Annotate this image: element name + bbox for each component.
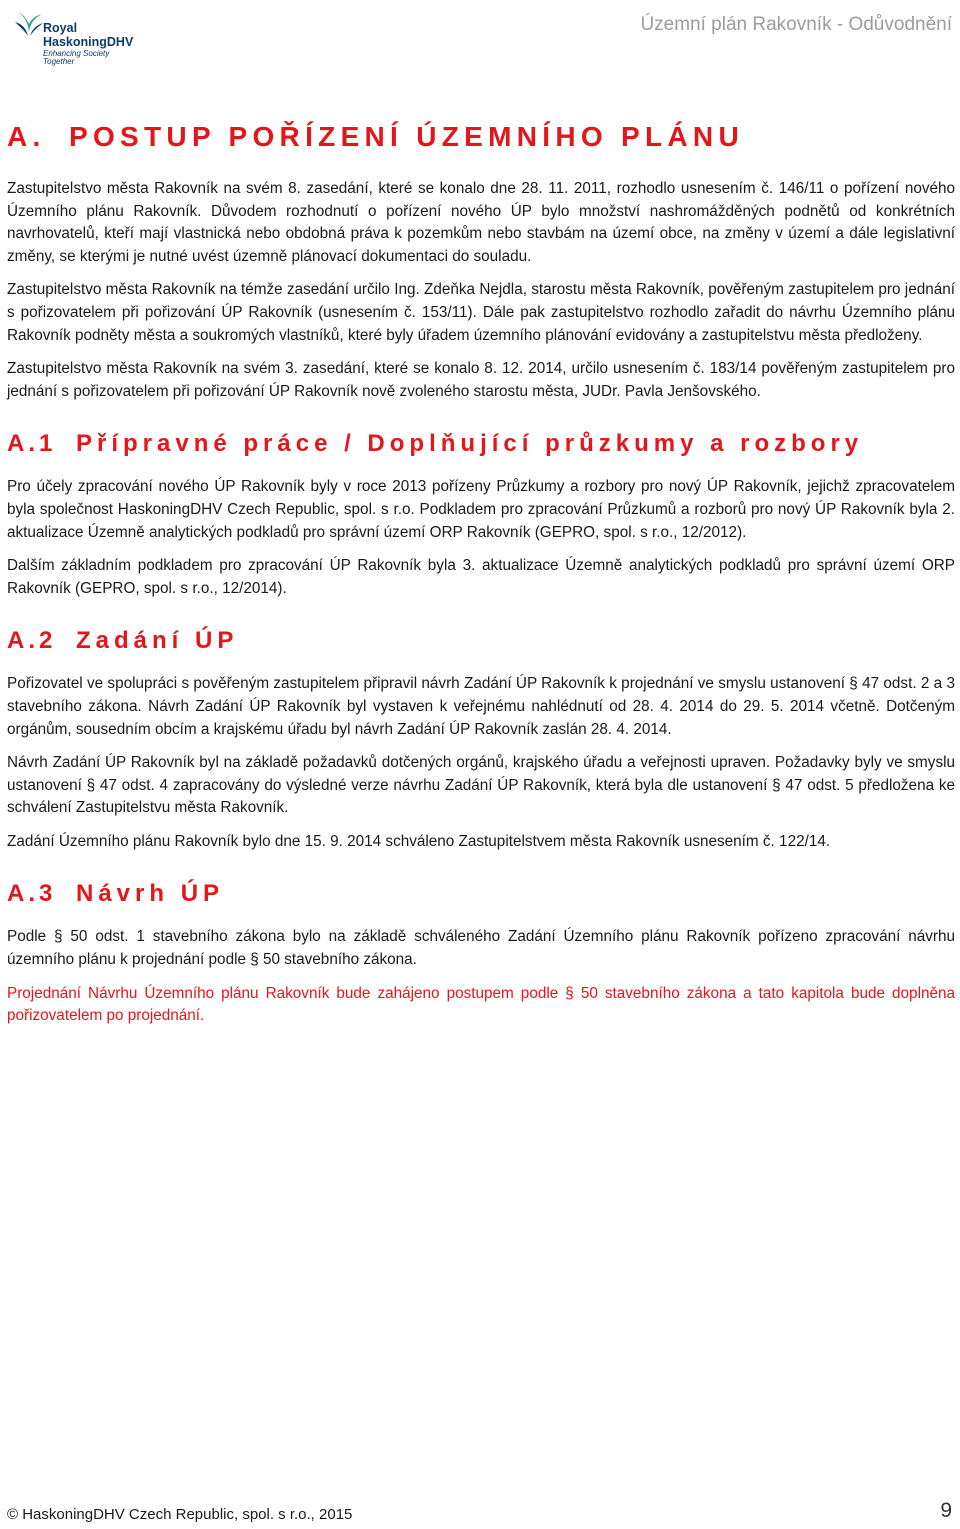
logo-emblem-icon (12, 8, 46, 42)
paragraph: Pořizovatel ve spolupráci s pověřeným zastupitelem připravil návrh Zadání ÚP Rakovník k projednání ve smyslu ustanovení § 47 odst. 2 a 3 stavebního zákona. Návrh Zadání ÚP Rakovník byl vystaven k veřejnému nahlédnutí od 28. 4. 2014 do 29. 5. 2014 včetně. Dotčeným orgánům, sousedním obcím a krajskému úřadu byl návrh Zadání ÚP Rakovník zaslán 28. 4. 2014. (7, 675, 955, 738)
chapter-number: A. (7, 121, 46, 152)
paragraph: Dalším základním podkladem pro zpracování ÚP Rakovník byla 3. aktualizace Územně analytických podkladů pro správní území ORP Rakovník (GEPRO, spol. s r.o., 12/2014). (7, 557, 955, 597)
section-number: A.2 (7, 627, 57, 655)
section-title: Přípravné práce / Doplňující průzkumy a rozbory (76, 430, 864, 458)
paragraph: Zadání Územního plánu Rakovník bylo dne 15. 9. 2014 schváleno Zastupitelstvem města Rakovník usnesením č. 122/14. (7, 832, 831, 850)
document-title: Územní plán Rakovník - Odůvodnění (640, 14, 952, 35)
section-title: Zadání ÚP (76, 627, 239, 655)
logo-line-royal: Royal (43, 21, 78, 35)
chapter-title: POSTUP POŘÍZENÍ ÚZEMNÍHO PLÁNU (69, 121, 744, 152)
section-heading-a2 (7, 623, 955, 659)
footer-copyright: © HaskoningDHV Czech Republic, spol. s r.o., 2015 (7, 1506, 353, 1523)
chapter-heading (7, 116, 955, 158)
paragraph: Zastupitelstvo města Rakovník na svém 8. zasedání, které se konalo dne 28. 11. 2011, rozhodlo usnesením č. 146/11 o pořízení nového Územního plánu Rakovník. Důvodem rozhodnutí o pořízení nového ÚP bylo množství nashromážděných podnětů od konkrétních navrhovatelů, kteří mají vlastnická nebo obdobná práva k pozemkům nebo stavbám na území obce, na změny v území a dále legislativní změny, se kterými je nutné uvést územně plánovací dokumentaci do souladu. (7, 180, 955, 265)
paragraph: Zastupitelstvo města Rakovník na témže zasedání určilo Ing. Zdeňka Nejdla, starostu města Rakovník, pověřeným zastupitelem pro jednání s pořizovatelem při pořizování ÚP Rakovník (usnesením č. 153/11). Dále pak zastupitelstvo rozhodlo zařadit do návrhu Územního plánu Rakovník podněty města a soukromých vlastníků, které byly úřadem územního plánování evidovány a zastupitelstvu města předloženy. (7, 281, 955, 344)
logo-tagline: Enhancing Society Together (43, 49, 110, 66)
paragraph: Návrh Zadání ÚP Rakovník byl na základě požadavků dotčených orgánů, krajského úřadu a veřejnosti upraven. Požadavky byly ve smyslu ustanovení § 47 odst. 4 zapracovány do výsledné verze návrhu Zadání ÚP Rakovník, která byla dle ustanovení § 47 odst. 5 předložena ke schválení Zastupitelstvu města Rakovník. (7, 754, 955, 817)
paragraph: Pro účely zpracování nového ÚP Rakovník byly v roce 2013 pořízeny Průzkumy a rozbory pro nový ÚP Rakovník, jejichž zpracovatelem byla společnost HaskoningDHV Czech Republic, spol. s r.o. Podkladem pro zpracování Průzkumů a rozborů pro nový ÚP Rakovník byla 2. aktualizace Územně analytických podkladů pro správní území ORP Rakovník (GEPRO, spol. s r.o., 12/2012). (7, 478, 955, 541)
company-logo (12, 6, 142, 64)
paragraph: Zastupitelstvo města Rakovník na svém 3. zasedání, které se konalo 8. 12. 2014, určilo usnesením č. 183/14 pověřeným zastupitelem pro jednání s pořizovatelem při pořizování ÚP Rakovník nově zvoleného starostu města, JUDr. Pavla Jenšovského. (7, 360, 955, 400)
section-number: A.1 (7, 430, 57, 458)
page-number: 9 (940, 1499, 952, 1522)
section-title: Návrh ÚP (76, 880, 225, 908)
section-heading-a3 (7, 876, 955, 912)
main-content (7, 116, 955, 1039)
paragraph: Podle § 50 odst. 1 stavebního zákona bylo na základě schváleného Zadání Územního plánu Rakovník pořízeno zpracování návrhu územního plánu k projednání podle § 50 stavebního zákona. (7, 928, 955, 969)
pending-note: Projednání Návrhu Územního plánu Rakovník bude zahájeno postupem podle § 50 stavebního zákona a tato kapitola bude doplněna pořizovatelem po projednání. (7, 984, 955, 1025)
section-number: A.3 (7, 880, 57, 908)
logo-line-company: HaskoningDHV (43, 34, 134, 49)
section-heading-a1 (7, 426, 955, 462)
